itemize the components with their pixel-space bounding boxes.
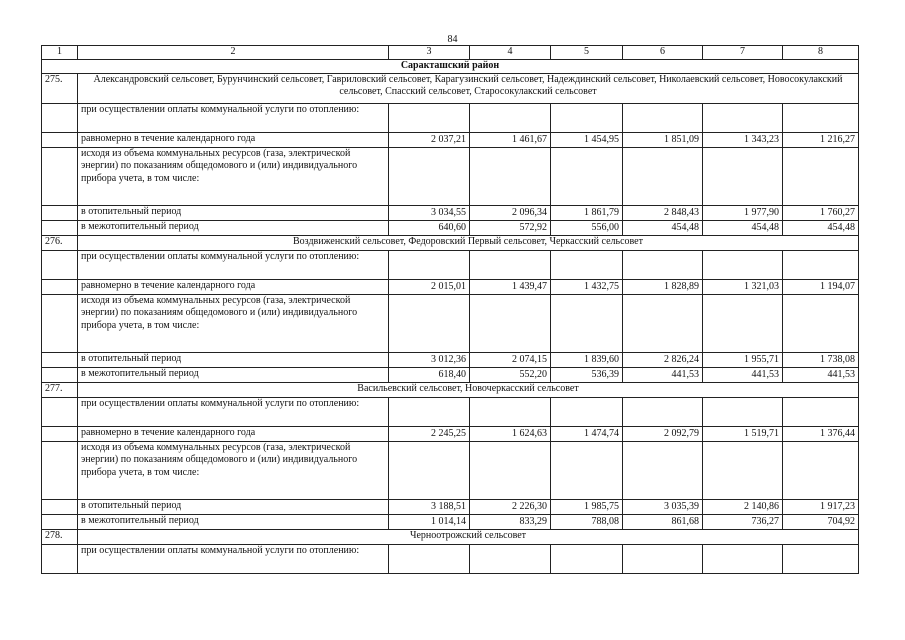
value-cell: 1 343,23 bbox=[703, 132, 783, 147]
value-cell: 1 194,07 bbox=[783, 279, 859, 294]
heat-period-row bbox=[42, 499, 859, 514]
empty-cell bbox=[551, 250, 623, 279]
value-cell: 2 848,43 bbox=[623, 205, 703, 220]
value-cell: 1 738,08 bbox=[783, 352, 859, 367]
value-cell: 2 096,34 bbox=[470, 205, 551, 220]
row-label: исходя из объема коммунальных ресурсов (газа, электрической энергии) по показаниям общедомового и (или) индивидуального прибора учета, в том числе: bbox=[78, 441, 389, 499]
value-cell: 3 035,39 bbox=[623, 499, 703, 514]
settlement-list: Васильевский сельсовет, Новочеркасский сельсовет bbox=[78, 382, 859, 397]
value-cell: 788,08 bbox=[551, 514, 623, 529]
empty-cell bbox=[551, 397, 623, 426]
uniform-row bbox=[42, 132, 859, 147]
row-number: 278. bbox=[42, 529, 78, 544]
value-cell: 1 432,75 bbox=[551, 279, 623, 294]
empty-cell bbox=[389, 103, 470, 132]
empty-cell bbox=[42, 514, 78, 529]
value-cell: 2 015,01 bbox=[389, 279, 470, 294]
empty-cell bbox=[623, 441, 703, 499]
empty-cell bbox=[703, 294, 783, 352]
value-cell: 1 839,60 bbox=[551, 352, 623, 367]
empty-cell bbox=[389, 250, 470, 279]
value-cell: 1 474,74 bbox=[551, 426, 623, 441]
column-header: 7 bbox=[703, 46, 783, 60]
uniform-row bbox=[42, 279, 859, 294]
empty-cell bbox=[42, 294, 78, 352]
heating-label-row bbox=[42, 250, 859, 279]
row-label: при осуществлении оплаты коммунальной услуги по отоплению: bbox=[78, 103, 389, 132]
row-label: в межотопительный период bbox=[78, 367, 389, 382]
row-label: в отопительный период bbox=[78, 499, 389, 514]
non-heat-period-row bbox=[42, 220, 859, 235]
value-cell: 3 012,36 bbox=[389, 352, 470, 367]
empty-cell bbox=[42, 397, 78, 426]
district-row bbox=[42, 59, 859, 73]
empty-cell bbox=[42, 279, 78, 294]
empty-cell bbox=[389, 441, 470, 499]
empty-cell bbox=[703, 544, 783, 573]
heating-label-row bbox=[42, 544, 859, 573]
value-cell: 1 624,63 bbox=[470, 426, 551, 441]
empty-cell bbox=[623, 544, 703, 573]
empty-cell bbox=[470, 544, 551, 573]
row-number: 276. bbox=[42, 235, 78, 250]
empty-cell bbox=[783, 147, 859, 205]
empty-cell bbox=[783, 397, 859, 426]
empty-cell bbox=[703, 250, 783, 279]
empty-cell bbox=[42, 499, 78, 514]
empty-cell bbox=[389, 544, 470, 573]
value-cell: 552,20 bbox=[470, 367, 551, 382]
value-cell: 3 034,55 bbox=[389, 205, 470, 220]
value-cell: 441,53 bbox=[703, 367, 783, 382]
column-header: 2 bbox=[78, 46, 389, 60]
value-cell: 2 226,30 bbox=[470, 499, 551, 514]
row-number: 277. bbox=[42, 382, 78, 397]
value-cell: 618,40 bbox=[389, 367, 470, 382]
empty-cell bbox=[551, 103, 623, 132]
settlement-row bbox=[42, 235, 859, 250]
value-cell: 2 245,25 bbox=[389, 426, 470, 441]
row-label: при осуществлении оплаты коммунальной услуги по отоплению: bbox=[78, 544, 389, 573]
settlement-list: Александровский сельсовет, Бурунчинский сельсовет, Гавриловский сельсовет, Карагузинский сельсовет, Надеждинский сельсовет, Николаевский сельсовет, Новосокулакский сельсовет, Спасский сельсовет, Старосокулакский сельсовет bbox=[78, 73, 859, 103]
empty-cell bbox=[703, 103, 783, 132]
non-heat-period-row bbox=[42, 514, 859, 529]
value-cell: 536,39 bbox=[551, 367, 623, 382]
empty-cell bbox=[783, 441, 859, 499]
column-number-row bbox=[42, 46, 859, 60]
value-cell: 2 092,79 bbox=[623, 426, 703, 441]
column-header: 8 bbox=[783, 46, 859, 60]
column-header: 3 bbox=[389, 46, 470, 60]
value-cell: 1 917,23 bbox=[783, 499, 859, 514]
heating-label-row bbox=[42, 397, 859, 426]
uniform-row bbox=[42, 426, 859, 441]
empty-cell bbox=[703, 147, 783, 205]
row-label: в межотопительный период bbox=[78, 220, 389, 235]
value-cell: 1 461,67 bbox=[470, 132, 551, 147]
empty-cell bbox=[42, 250, 78, 279]
empty-cell bbox=[623, 147, 703, 205]
empty-cell bbox=[783, 103, 859, 132]
column-header: 1 bbox=[42, 46, 78, 60]
settlement-row bbox=[42, 529, 859, 544]
empty-cell bbox=[42, 220, 78, 235]
empty-cell bbox=[42, 103, 78, 132]
empty-cell bbox=[42, 205, 78, 220]
value-cell: 3 188,51 bbox=[389, 499, 470, 514]
empty-cell bbox=[470, 147, 551, 205]
value-cell: 861,68 bbox=[623, 514, 703, 529]
empty-cell bbox=[42, 352, 78, 367]
value-cell: 556,00 bbox=[551, 220, 623, 235]
value-cell: 454,48 bbox=[703, 220, 783, 235]
value-cell: 572,92 bbox=[470, 220, 551, 235]
row-label: при осуществлении оплаты коммунальной услуги по отоплению: bbox=[78, 250, 389, 279]
empty-cell bbox=[783, 294, 859, 352]
value-cell: 2 037,21 bbox=[389, 132, 470, 147]
empty-cell bbox=[470, 103, 551, 132]
value-cell: 1 851,09 bbox=[623, 132, 703, 147]
value-cell: 1 376,44 bbox=[783, 426, 859, 441]
empty-cell bbox=[703, 397, 783, 426]
column-header: 6 bbox=[623, 46, 703, 60]
district-name: Саракташский район bbox=[42, 59, 859, 73]
value-cell: 2 826,24 bbox=[623, 352, 703, 367]
settlement-list: Черноотрожский сельсовет bbox=[78, 529, 859, 544]
value-cell: 1 828,89 bbox=[623, 279, 703, 294]
empty-cell bbox=[470, 397, 551, 426]
value-cell: 2 074,15 bbox=[470, 352, 551, 367]
row-label: исходя из объема коммунальных ресурсов (газа, электрической энергии) по показаниям общедомового и (или) индивидуального прибора учета, в том числе: bbox=[78, 147, 389, 205]
empty-cell bbox=[42, 132, 78, 147]
empty-cell bbox=[623, 250, 703, 279]
heating-label-row bbox=[42, 103, 859, 132]
empty-cell bbox=[42, 367, 78, 382]
value-cell: 704,92 bbox=[783, 514, 859, 529]
empty-cell bbox=[42, 147, 78, 205]
value-cell: 1 321,03 bbox=[703, 279, 783, 294]
value-cell: 441,53 bbox=[623, 367, 703, 382]
value-cell: 1 216,27 bbox=[783, 132, 859, 147]
empty-cell bbox=[389, 147, 470, 205]
empty-cell bbox=[389, 397, 470, 426]
value-cell: 1 760,27 bbox=[783, 205, 859, 220]
value-cell: 441,53 bbox=[783, 367, 859, 382]
row-number: 275. bbox=[42, 73, 78, 103]
value-cell: 1 985,75 bbox=[551, 499, 623, 514]
value-cell: 1 861,79 bbox=[551, 205, 623, 220]
value-cell: 736,27 bbox=[703, 514, 783, 529]
empty-cell bbox=[42, 426, 78, 441]
empty-cell bbox=[783, 250, 859, 279]
value-cell: 1 014,14 bbox=[389, 514, 470, 529]
heat-period-row bbox=[42, 352, 859, 367]
empty-cell bbox=[551, 294, 623, 352]
row-label: исходя из объема коммунальных ресурсов (газа, электрической энергии) по показаниям общедомового и (или) индивидуального прибора учета, в том числе: bbox=[78, 294, 389, 352]
row-label: равномерно в течение календарного года bbox=[78, 426, 389, 441]
column-header: 5 bbox=[551, 46, 623, 60]
row-label: равномерно в течение календарного года bbox=[78, 279, 389, 294]
settlement-row bbox=[42, 73, 859, 103]
row-label: равномерно в течение календарного года bbox=[78, 132, 389, 147]
value-cell: 454,48 bbox=[623, 220, 703, 235]
value-cell: 1 977,90 bbox=[703, 205, 783, 220]
tariff-table bbox=[41, 45, 859, 574]
heat-period-row bbox=[42, 205, 859, 220]
meter-label-row bbox=[42, 441, 859, 499]
empty-cell bbox=[623, 103, 703, 132]
meter-label-row bbox=[42, 147, 859, 205]
empty-cell bbox=[551, 441, 623, 499]
row-label: при осуществлении оплаты коммунальной услуги по отоплению: bbox=[78, 397, 389, 426]
value-cell: 1 439,47 bbox=[470, 279, 551, 294]
value-cell: 640,60 bbox=[389, 220, 470, 235]
value-cell: 2 140,86 bbox=[703, 499, 783, 514]
row-label: в отопительный период bbox=[78, 352, 389, 367]
value-cell: 833,29 bbox=[470, 514, 551, 529]
meter-label-row bbox=[42, 294, 859, 352]
empty-cell bbox=[703, 441, 783, 499]
empty-cell bbox=[623, 294, 703, 352]
empty-cell bbox=[42, 544, 78, 573]
empty-cell bbox=[389, 294, 470, 352]
column-header: 4 bbox=[470, 46, 551, 60]
row-label: в отопительный период bbox=[78, 205, 389, 220]
value-cell: 454,48 bbox=[783, 220, 859, 235]
empty-cell bbox=[470, 250, 551, 279]
empty-cell bbox=[470, 294, 551, 352]
non-heat-period-row bbox=[42, 367, 859, 382]
settlement-list: Воздвиженский сельсовет, Федоровский Первый сельсовет, Черкасский сельсовет bbox=[78, 235, 859, 250]
value-cell: 1 519,71 bbox=[703, 426, 783, 441]
table-body bbox=[42, 46, 859, 574]
empty-cell bbox=[783, 544, 859, 573]
row-label: в межотопительный период bbox=[78, 514, 389, 529]
empty-cell bbox=[551, 147, 623, 205]
empty-cell bbox=[42, 441, 78, 499]
value-cell: 1 955,71 bbox=[703, 352, 783, 367]
settlement-row bbox=[42, 382, 859, 397]
empty-cell bbox=[470, 441, 551, 499]
value-cell: 1 454,95 bbox=[551, 132, 623, 147]
empty-cell bbox=[551, 544, 623, 573]
empty-cell bbox=[623, 397, 703, 426]
page-number: 84 bbox=[447, 34, 458, 45]
